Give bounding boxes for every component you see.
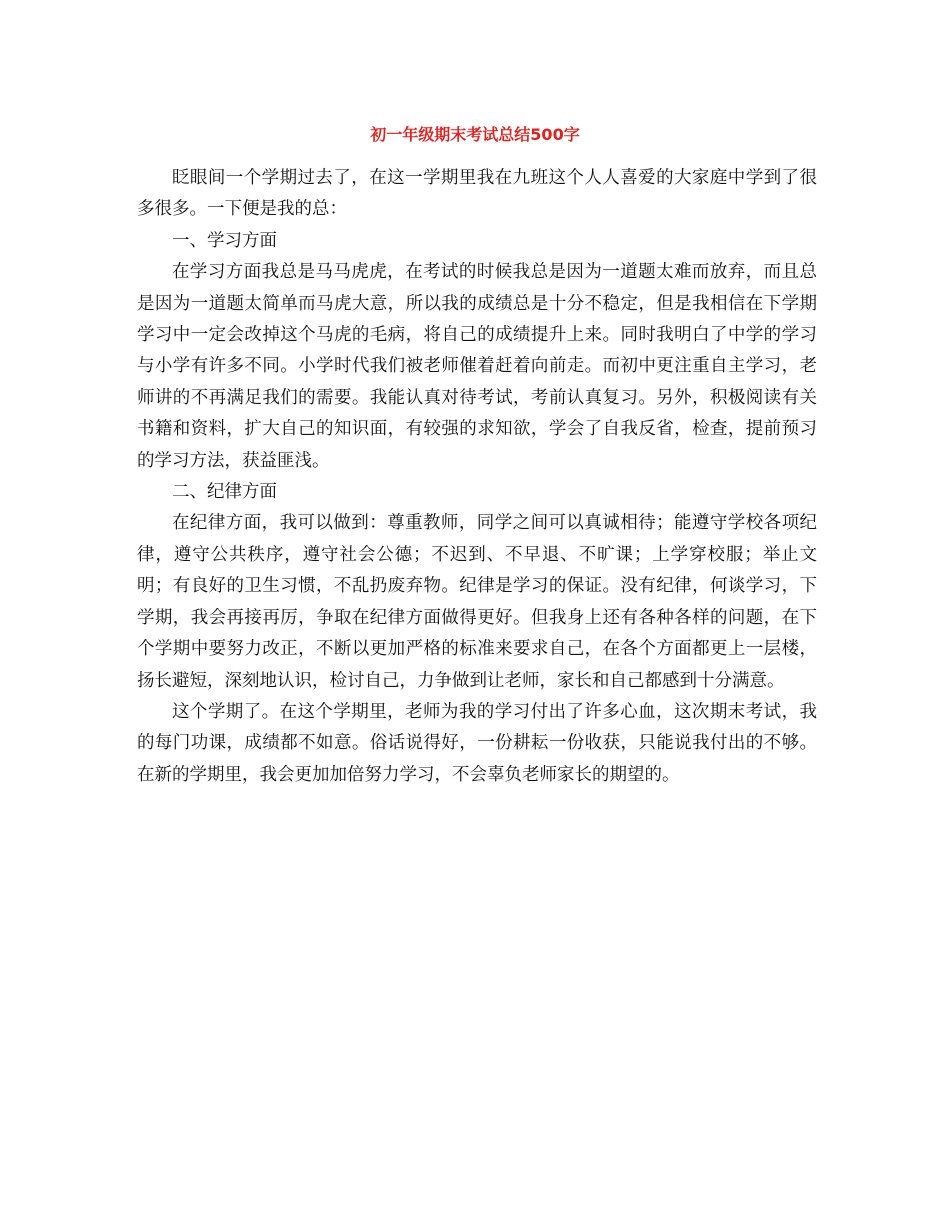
document-title: 初一年级期末考试总结500字	[370, 125, 580, 144]
paragraph-discipline: 在纪律方面，我可以做到：尊重教师，同学之间可以真诚相待；能遵守学校各项纪律，遵守公共秩序，遵守社会公德；不迟到、不早退、不旷课；上学穿校服；举止文明；有良好的卫生习惯，不乱扔废弃物。纪律是学习的保证。没有纪律，何谈学习，下学期，我会再接再厉，争取在纪律方面做得更好。但我身上还有各种各样的问题，在下个学期中要努力改正，不断以更加严格的标准来要求自己，在各个方面都更上一层楼，扬长避短，深刻地认识，检讨自己，力争做到让老师，家长和自己都感到十分满意。	[137, 513, 817, 691]
paragraph-intro: 眨眼间一个学期过去了，在这一学期里我在九班这个人人喜爱的大家庭中学到了很多很多。一下便是我的总：	[137, 168, 817, 220]
section-heading-study: 一、学习方面	[172, 230, 277, 251]
paragraph-conclusion: 这个学期了。在这个学期里，老师为我的学习付出了许多心血，这次期末考试，我的每门功课，成绩都不如意。俗话说得好，一份耕耘一份收获，只能说我付出的不够。在新的学期里，我会更加加倍努力学习，不会辜负老师家长的期望的。	[137, 701, 817, 785]
paragraph-study: 在学习方面我总是马马虎虎，在考试的时候我总是因为一道题太难而放弃，而且总是因为一道题太简单而马虎大意，所以我的成绩总是十分不稳定，但是我相信在下学期学习中一定会改掉这个马虎的毛病，将自己的成绩提升上来。同时我明白了中学的学习与小学有许多不同。小学时代我们被老师催着赶着向前走。而初中更注重自主学习，老师讲的不再满足我们的需要。我能认真对待考试，考前认真复习。另外，积极阅读有关书籍和资料，扩大自己的知识面，有较强的求知欲，学会了自我反省，检查，提前预习的学习方法，获益匪浅。	[137, 262, 817, 471]
document-body	[137, 163, 817, 791]
section-heading-discipline: 二、纪律方面	[172, 482, 277, 503]
